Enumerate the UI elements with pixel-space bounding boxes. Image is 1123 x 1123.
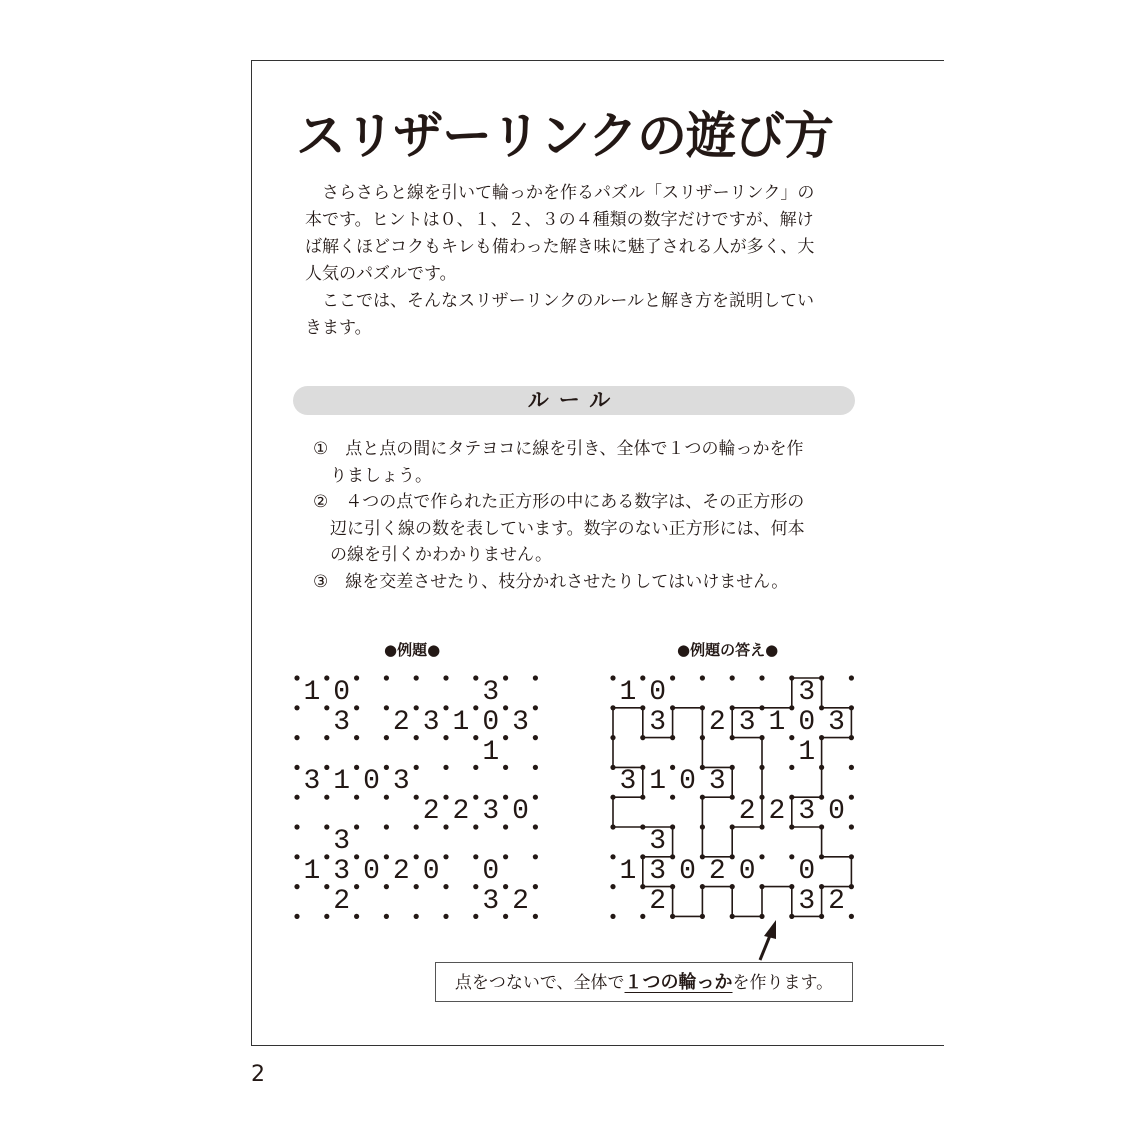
grid-dot [294,765,299,770]
callout-text: 点をつないで、全体で [454,973,625,993]
clue-row: 2230 [619,796,858,828]
rule-line: りましょう。 [313,465,432,486]
grid-dot [610,765,615,770]
grid-dot [294,824,299,829]
clue-row: 2 32 [619,885,858,917]
rule-line: ① 点と点の間にタテヨコに線を引き、全体で１つの輪っかを作 [313,439,804,459]
clue-row: 13020 0 [303,855,542,887]
clue-row: 3103 [303,766,542,798]
clue-row: 3 23103 [303,706,542,738]
grid-dot [610,854,615,859]
rules-heading: ルール [293,386,855,415]
clue-row: 1 [619,736,858,768]
answer-clues [620,678,858,916]
grid-dot [294,914,299,919]
callout-emphasis: １つの輪っか [624,972,733,993]
rule-line: ② ４つの点で作られた正方形の中にある数字は、その正方形の [313,492,805,512]
grid-dot [294,884,299,889]
grid-dot [610,705,615,710]
callout-text-end: を作ります。 [732,973,834,993]
grid-dot [294,735,299,740]
page-number: 2 [251,1062,265,1087]
answer-caption: ●例題の答え● [677,641,779,659]
grid-dot [610,884,615,889]
clue-row: 3 23103 [619,706,858,738]
clue-row: 2230 [303,796,542,828]
intro-line: ば解くほどコクもキレも備わった解き味に魅了される人が多く、大 [305,237,815,257]
example-caption: ●例題● [384,641,441,659]
clue-row: 2 32 [303,885,542,917]
rule-line: ③ 線を交差させたり、枝分かれさせたりしてはいけません。 [313,571,789,592]
rule-line: の線を引くかわかりません。 [313,545,553,565]
clue-row: 3 [619,825,858,857]
grid-dot [610,675,615,680]
grid-dot [610,795,615,800]
arrow-icon [760,920,776,960]
intro-line: ここでは、そんなスリザーリンクのルールと解き方を説明してい [305,291,814,311]
clue-row: 10 3 [619,677,858,708]
intro-line: 人気のパズルです。 [305,264,457,284]
clue-row: 13020 0 [619,855,858,887]
grid-dot [610,824,615,829]
grid-dot [294,854,299,859]
grid-dot [610,735,615,740]
page-title: スリザーリンクの遊び方 [296,107,833,165]
intro-line: さらさらと線を引いて輪っかを作るパズル「スリザーリンク」の [305,183,815,203]
clue-row: 3 [303,825,542,857]
clue-row: 3103 [619,766,858,798]
intro-line: 本です。ヒントは０、１、２、３の４種類の数字だけですが、解け [305,210,814,230]
intro-line: きます。 [305,318,372,338]
rule-line: 辺に引く線の数を表しています。数字のない正方形には、何本 [313,518,805,539]
clue-row: 10 3 [303,677,542,708]
clue-row: 1 [303,736,542,768]
callout-box [435,962,853,1002]
grid-dot [294,675,299,680]
grid-dot [294,795,299,800]
grid-dot [610,914,615,919]
grid-dot [294,705,299,710]
example-clues [304,678,542,916]
